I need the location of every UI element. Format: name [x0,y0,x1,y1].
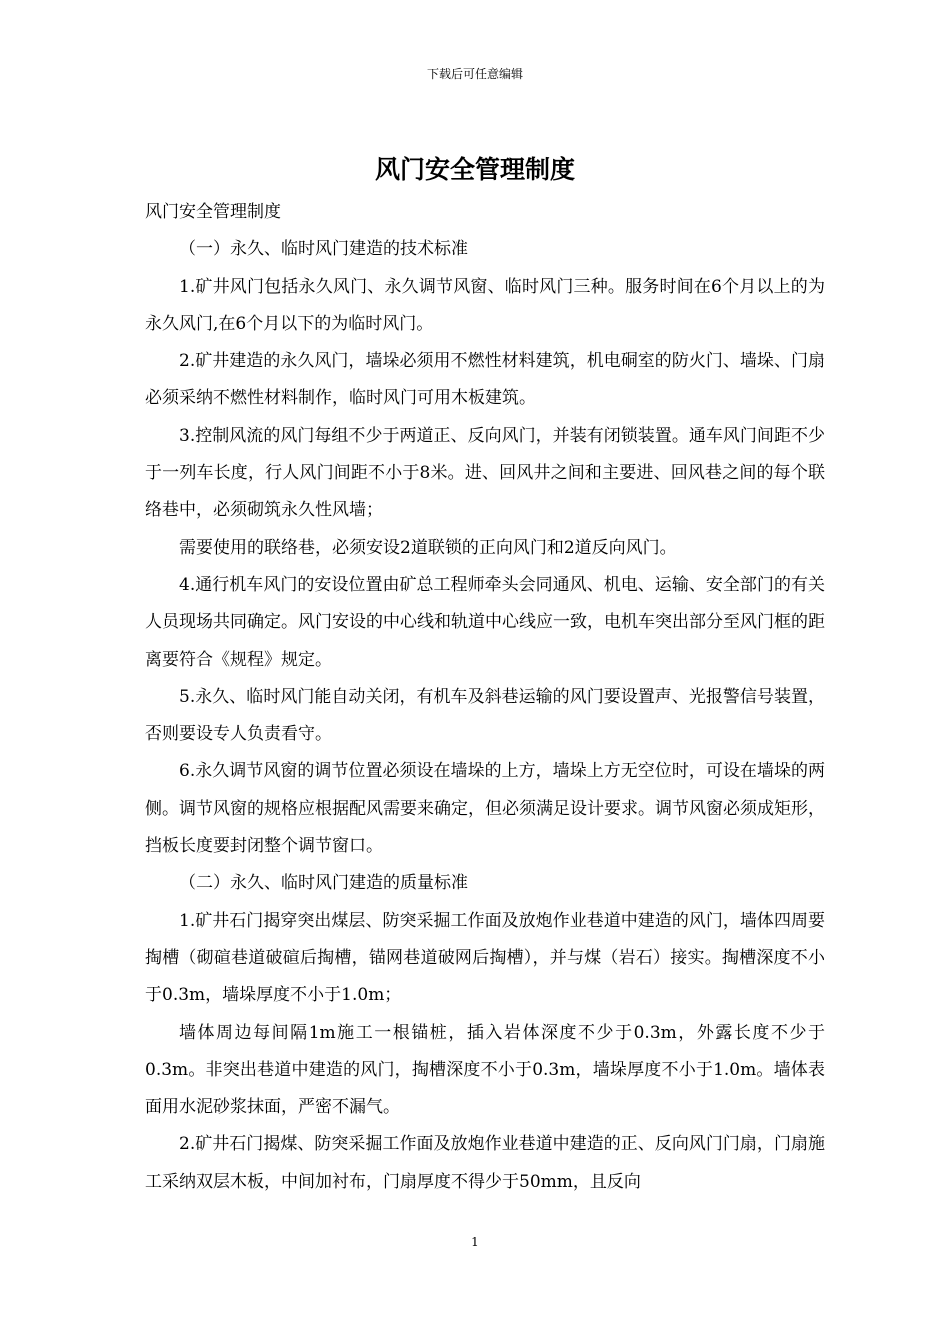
paragraph: 1.矿井石门揭穿突出煤层、防突采掘工作面及放炮作业巷道中建造的风门，墙体四周要掏槽（砌碹巷道破碹后掏槽，锚网巷道破网后掏槽），并与煤（岩石）接实。掏槽深度不小于0.3m，墙垛厚度不小于1.0m； [145,910,825,1006]
paragraph: 3.控制风流的风门每组不少于两道正、反向风门，并装有闭锁装置。通车风门间距不少于一列车长度，行人风门间距不小于8米。进、回风井之间和主要进、回风巷之间的每个联络巷中，必须砌筑永久性风墙； [145,425,825,521]
section-heading: （一）永久、临时风门建造的技术标准 [179,239,468,260]
paragraph: 1.矿井风门包括永久风门、永久调节风窗、临时风门三种。服务时间在6个月以上的为永久风门,在6个月以下的为临时风门。 [145,276,825,334]
paragraph: 5.永久、临时风门能自动关闭，有机车及斜巷运输的风门要设置声、光报警信号装置，否则要设专人负责看守。 [145,686,825,745]
page-number: 1 [471,1235,479,1249]
document-body [145,194,825,1201]
paragraph: 2.矿井建造的永久风门，墙垛必须用不燃性材料建筑，机电硐室的防火门、墙垛、门扇必须采纳不燃性材料制作，临时风门可用木板建筑。 [145,351,825,409]
paragraph: 6.永久调节风窗的调节位置必须设在墙垛的上方，墙垛上方无空位时，可设在墙垛的两侧。调节风窗的规格应根据配风需要来确定，但必须满足设计要求。调节风窗必须成矩形，挡板长度要封闭整个调节窗口。 [145,761,825,857]
paragraph: 需要使用的联络巷，必须安设2道联锁的正向风门和2道反向风门。 [179,537,677,558]
header-note: 下载后可任意编辑 [426,67,523,81]
section-heading: （二）永久、临时风门建造的质量标准 [179,873,468,894]
paragraph: 墙体周边每间隔1m施工一根锚桩，插入岩体深度不少于0.3m，外露长度不少于0.3m。非突出巷道中建造的风门，掏槽深度不小于0.3m，墙垛厚度不小于1.0m。墙体表面用水泥砂浆抹面，严密不漏气。 [145,1022,825,1118]
document-title: 风门安全管理制度 [374,155,575,184]
paragraph: 风门安全管理制度 [145,202,281,222]
paragraph: 2.矿井石门揭煤、防突采掘工作面及放炮作业巷道中建造的正、反向风门门扇，门扇施工采纳双层木板，中间加衬布，门扇厚度不得少于50mm，且反向 [145,1134,825,1192]
paragraph: 4.通行机车风门的安设位置由矿总工程师牵头会同通风、机电、运输、安全部门的有关人员现场共同确定。风门安设的中心线和轨道中心线应一致，电机车突出部分至风门框的距离要符合《规程》规定。 [145,574,825,670]
